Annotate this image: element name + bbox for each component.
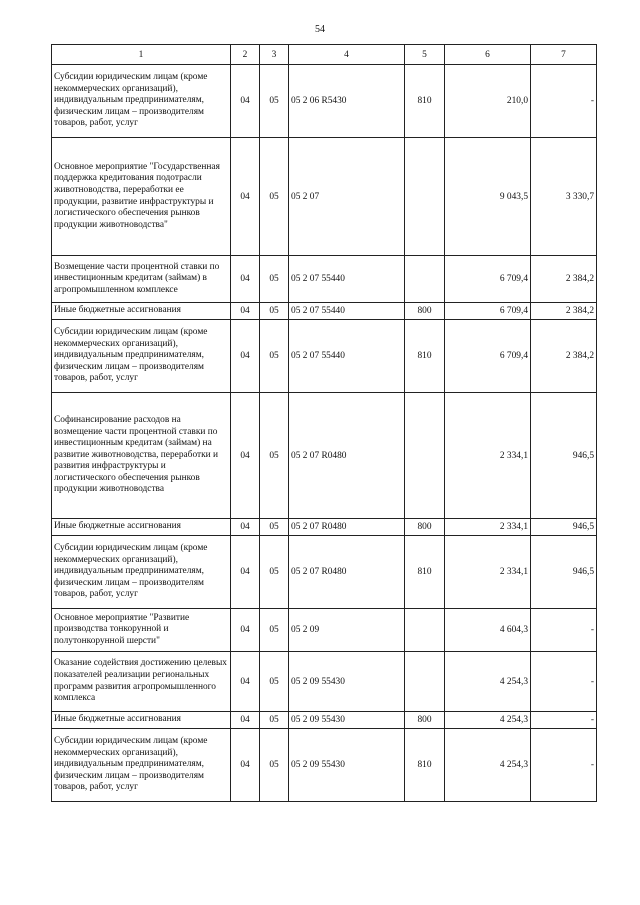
row-sum-1: 6 709,4: [445, 320, 531, 393]
table-row: [52, 65, 597, 138]
header-col-1: 1: [52, 45, 231, 65]
row-expense-type: 800: [405, 712, 445, 729]
row-sum-1: 6 709,4: [445, 256, 531, 303]
row-sum-2: -: [531, 729, 597, 802]
table-row: [52, 729, 597, 802]
header-col-5: 5: [405, 45, 445, 65]
row-sum-2: 2 384,2: [531, 256, 597, 303]
row-expense-type: [405, 393, 445, 519]
row-sum-2: -: [531, 652, 597, 712]
row-subsection: 05: [260, 65, 289, 138]
row-name: Возмещение части процентной ставки по инвестиционным кредитам (займам) в агропромышленном комплексе: [52, 256, 231, 303]
row-section: 04: [231, 712, 260, 729]
row-target-item: 05 2 09 55430: [289, 729, 405, 802]
row-sum-1: 210,0: [445, 65, 531, 138]
row-target-item: 05 2 07 55440: [289, 320, 405, 393]
row-section: 04: [231, 256, 260, 303]
row-sum-1: 9 043,5: [445, 138, 531, 256]
row-section: 04: [231, 138, 260, 256]
row-name: Иные бюджетные ассигнования: [52, 303, 231, 320]
row-sum-1: 4 254,3: [445, 712, 531, 729]
row-subsection: 05: [260, 652, 289, 712]
row-subsection: 05: [260, 536, 289, 609]
row-target-item: 05 2 07 R0480: [289, 519, 405, 536]
row-subsection: 05: [260, 729, 289, 802]
row-name: Иные бюджетные ассигнования: [52, 519, 231, 536]
row-expense-type: [405, 652, 445, 712]
table-row: [52, 320, 597, 393]
row-section: 04: [231, 729, 260, 802]
row-subsection: 05: [260, 256, 289, 303]
row-expense-type: 800: [405, 303, 445, 320]
row-name: Субсидии юридическим лицам (кроме некоммерческих организаций), индивидуальным предпринимателям, физическим лицам – производителям товаров, работ, услуг: [52, 729, 231, 802]
row-name: Субсидии юридическим лицам (кроме некоммерческих организаций), индивидуальным предпринимателям, физическим лицам – производителям товаров, работ, услуг: [52, 536, 231, 609]
row-sum-2: 2 384,2: [531, 320, 597, 393]
row-target-item: 05 2 07 55440: [289, 303, 405, 320]
row-subsection: 05: [260, 303, 289, 320]
table-row: [52, 536, 597, 609]
row-name: Оказание содействия достижению целевых показателей реализации региональных программ развития агропромышленного комплекса: [52, 652, 231, 712]
row-expense-type: 810: [405, 536, 445, 609]
table-row: [52, 303, 597, 320]
row-target-item: 05 2 09 55430: [289, 652, 405, 712]
row-sum-2: -: [531, 65, 597, 138]
budget-table: [51, 44, 597, 802]
row-sum-2: 946,5: [531, 536, 597, 609]
row-subsection: 05: [260, 609, 289, 652]
row-section: 04: [231, 609, 260, 652]
row-name: Основное мероприятие "Развитие производства тонкорунной и полутонкорунной шерсти": [52, 609, 231, 652]
row-section: 04: [231, 320, 260, 393]
row-sum-1: 2 334,1: [445, 519, 531, 536]
table-row: [52, 519, 597, 536]
row-sum-2: 3 330,7: [531, 138, 597, 256]
row-expense-type: 800: [405, 519, 445, 536]
row-section: 04: [231, 536, 260, 609]
header-col-2: 2: [231, 45, 260, 65]
table-row: [52, 609, 597, 652]
row-expense-type: [405, 609, 445, 652]
row-sum-2: -: [531, 609, 597, 652]
row-subsection: 05: [260, 138, 289, 256]
row-subsection: 05: [260, 393, 289, 519]
row-sum-1: 6 709,4: [445, 303, 531, 320]
row-sum-2: 2 384,2: [531, 303, 597, 320]
row-sum-2: 946,5: [531, 393, 597, 519]
row-name: Субсидии юридическим лицам (кроме некоммерческих организаций), индивидуальным предпринимателям, физическим лицам – производителям товаров, работ, услуг: [52, 65, 231, 138]
header-col-6: 6: [445, 45, 531, 65]
table-row: [52, 138, 597, 256]
row-sum-1: 4 254,3: [445, 729, 531, 802]
row-expense-type: 810: [405, 320, 445, 393]
row-expense-type: 810: [405, 65, 445, 138]
row-name: Субсидии юридическим лицам (кроме некоммерческих организаций), индивидуальным предпринимателям, физическим лицам – производителям товаров, работ, услуг: [52, 320, 231, 393]
row-target-item: 05 2 07 55440: [289, 256, 405, 303]
row-section: 04: [231, 393, 260, 519]
header-col-3: 3: [260, 45, 289, 65]
row-sum-1: 4 254,3: [445, 652, 531, 712]
row-name: Основное мероприятие "Государственная поддержка кредитования подотрасли животноводства, переработки ее продукции, развитие инфраструктуры и логистического обеспечения рынков продукции животноводства": [52, 138, 231, 256]
row-name: Софинансирование расходов на возмещение части процентной ставки по инвестиционным кредитам (займам) на развитие животноводства, переработки и развития инфраструктуры и логистического обеспечения рынков продукции животноводства: [52, 393, 231, 519]
row-section: 04: [231, 303, 260, 320]
row-target-item: 05 2 09: [289, 609, 405, 652]
row-section: 04: [231, 652, 260, 712]
row-expense-type: 810: [405, 729, 445, 802]
table-row: [52, 256, 597, 303]
row-sum-2: -: [531, 712, 597, 729]
row-section: 04: [231, 65, 260, 138]
row-target-item: 05 2 07 R0480: [289, 393, 405, 519]
row-expense-type: [405, 138, 445, 256]
header-row: [52, 45, 597, 65]
row-expense-type: [405, 256, 445, 303]
table-row: [52, 652, 597, 712]
row-sum-1: 2 334,1: [445, 536, 531, 609]
row-section: 04: [231, 519, 260, 536]
row-name: Иные бюджетные ассигнования: [52, 712, 231, 729]
page-number: 54: [315, 24, 325, 35]
row-sum-2: 946,5: [531, 519, 597, 536]
row-sum-1: 2 334,1: [445, 393, 531, 519]
row-target-item: 05 2 07 R0480: [289, 536, 405, 609]
table-row: [52, 393, 597, 519]
row-subsection: 05: [260, 320, 289, 393]
table-row: [52, 712, 597, 729]
row-target-item: 05 2 06 R5430: [289, 65, 405, 138]
row-subsection: 05: [260, 519, 289, 536]
row-subsection: 05: [260, 712, 289, 729]
header-col-7: 7: [531, 45, 597, 65]
header-col-4: 4: [289, 45, 405, 65]
row-sum-1: 4 604,3: [445, 609, 531, 652]
row-target-item: 05 2 07: [289, 138, 405, 256]
row-target-item: 05 2 09 55430: [289, 712, 405, 729]
